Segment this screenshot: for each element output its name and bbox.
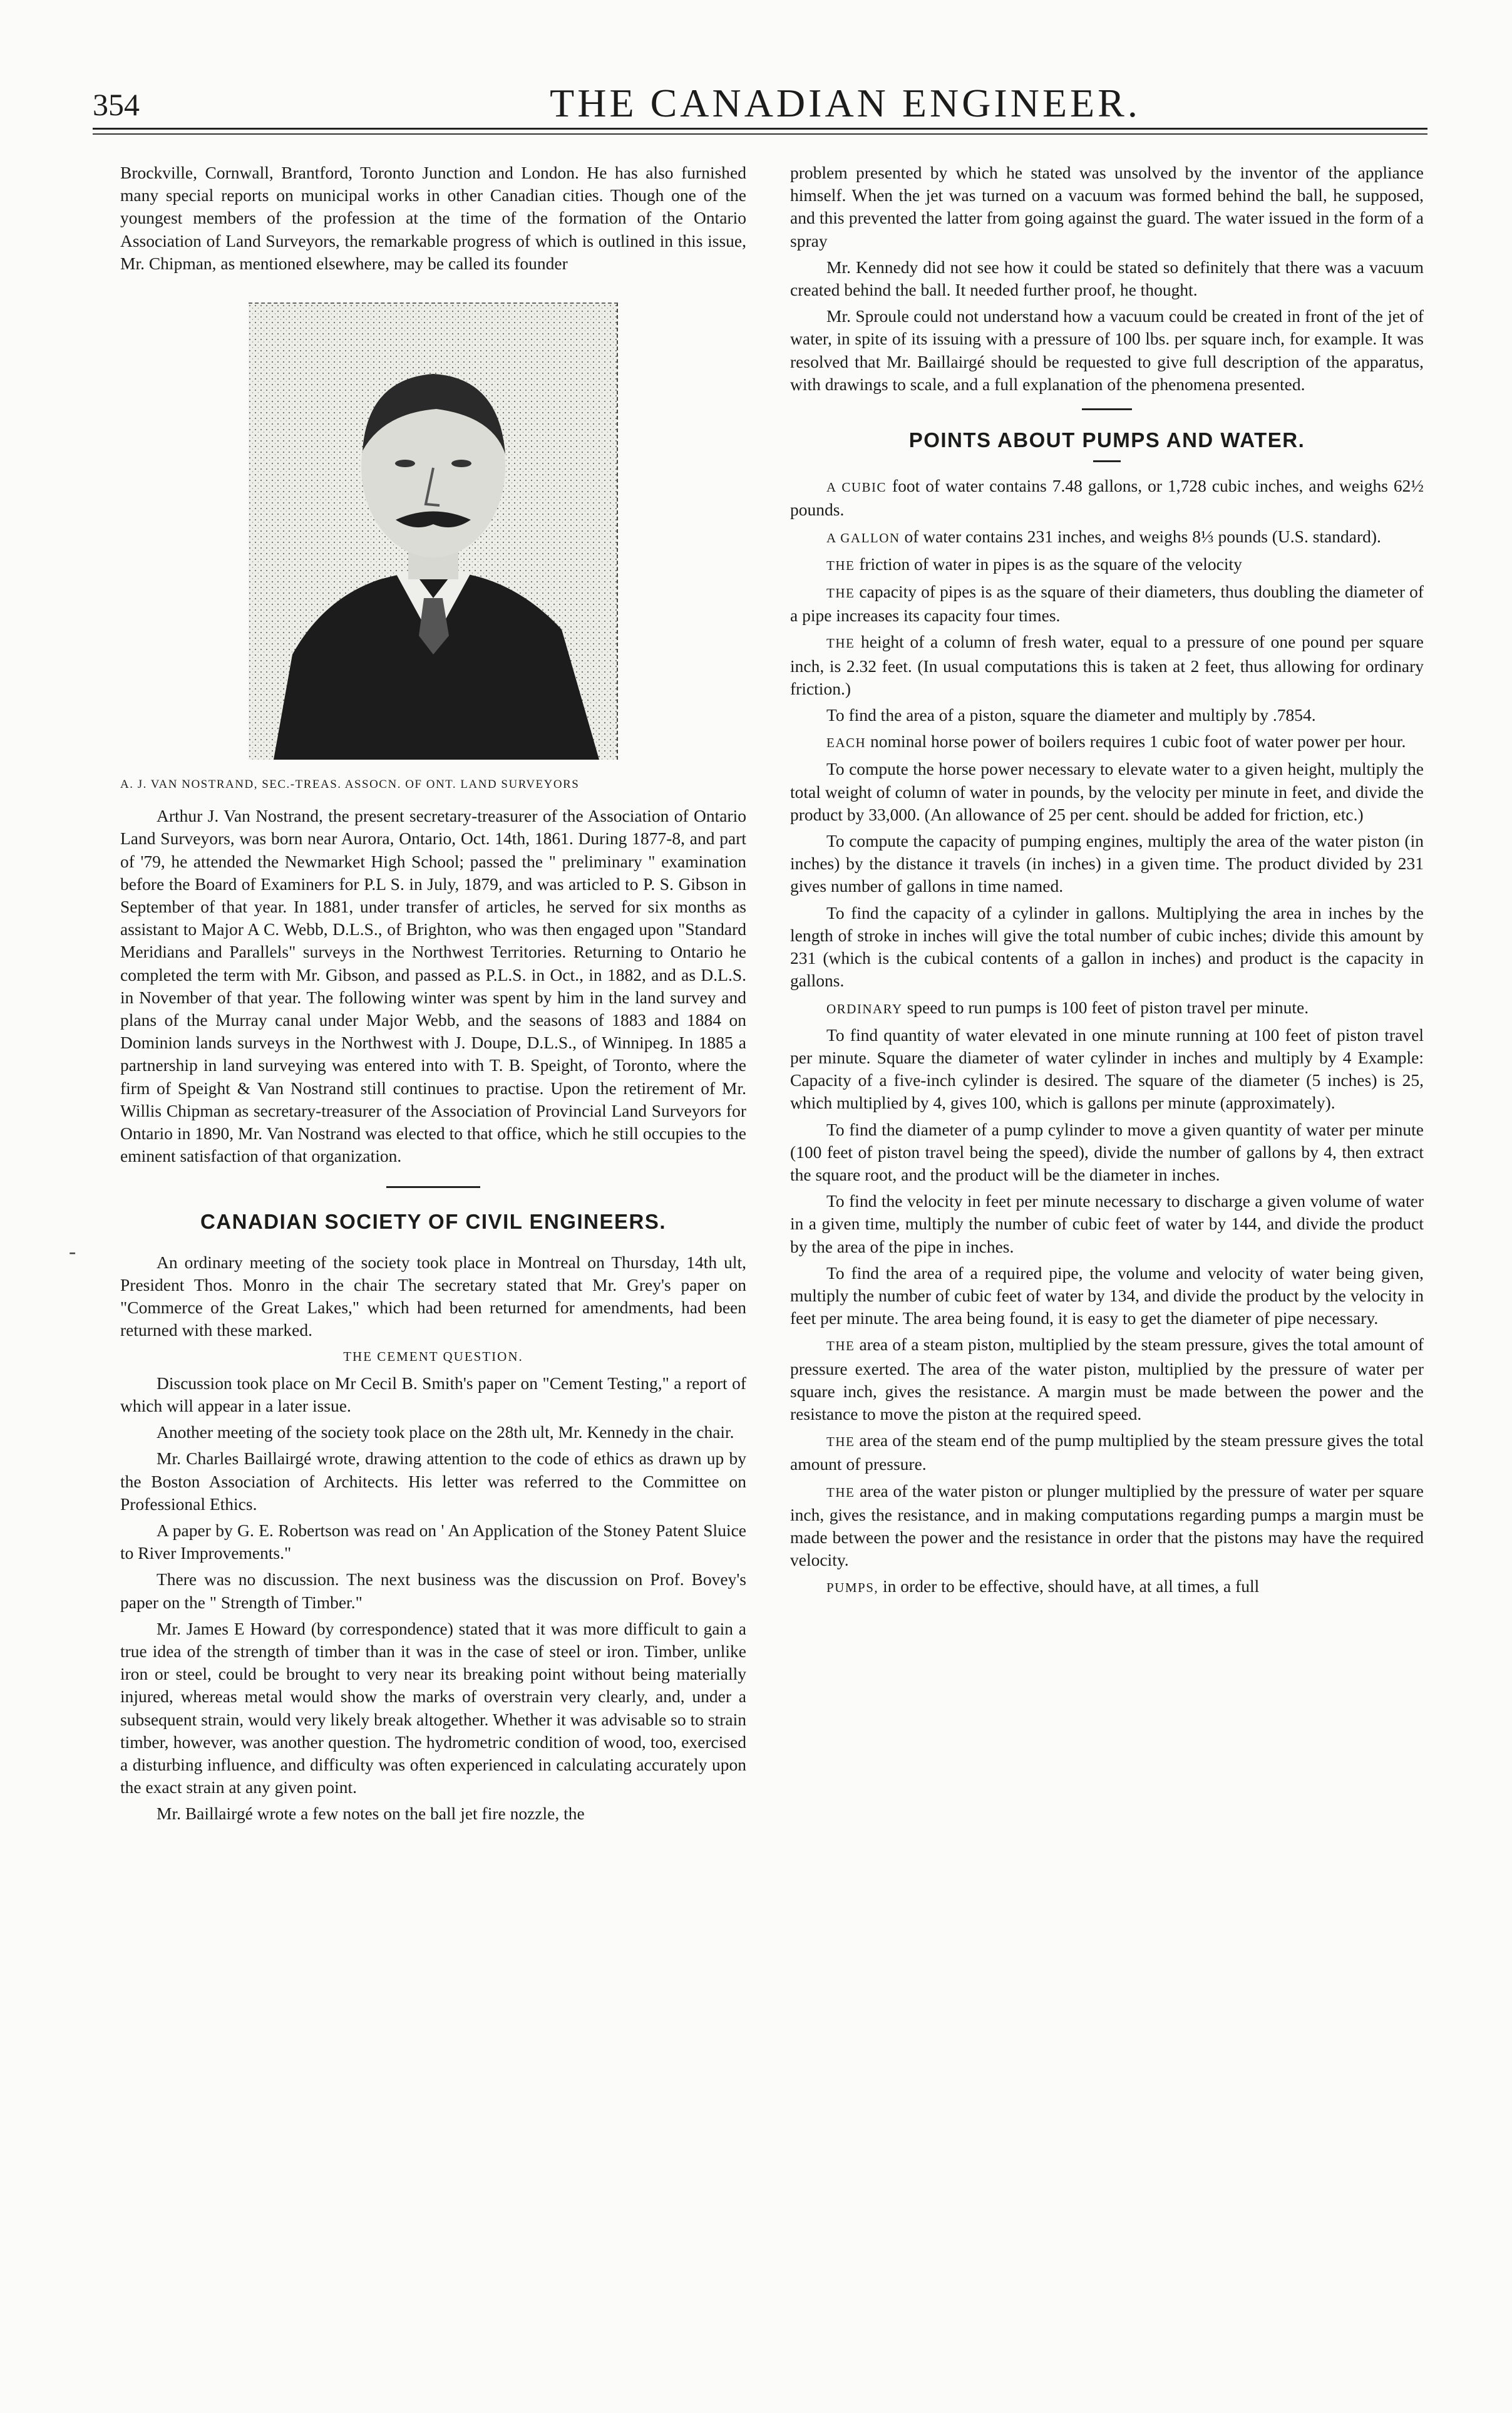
pump-rule-text: To find quantity of water elevated in one minute running at 100 feet of piston travel per minute. Square the diameter of water cylinder in inches and multiply by 4 Example: Capacity of a five-inch cylinder is desired. The square of the diameter (5 inches) is 25, which multiplied by 4, gives 100, which is gallons per minute (approximately). bbox=[790, 1025, 1424, 1113]
pump-rule-text: To find the area of a required pipe, the volume and velocity of water being given, multiply the number of cubic feet of water by 134, and divide the product by the velocity in feet per minute. The area being found, it is easy to get the diameter of pipe necessary. bbox=[790, 1263, 1424, 1328]
margin-mark: - bbox=[69, 1240, 76, 1263]
society-paragraph-5: A paper by G. E. Robertson was read on ' An Application of the Stoney Patent Sluice to River Improvements." bbox=[120, 1520, 746, 1563]
left-column bbox=[120, 162, 746, 1829]
pump-rule-text: capacity of pipes is as the square of their diameters, thus doubling the diameter of a pipe increases its capacity four times. bbox=[790, 582, 1424, 626]
society-heading: CANADIAN SOCIETY OF CIVIL ENGINEERS. bbox=[200, 1210, 667, 1234]
pump-rule-text: area of the water piston or plunger multiplied by the pressure of water per square inch, gives the resistance, and in making computations regarding pumps a margin must be made between the power and the resistance in order that the pistons may have the required velocity. bbox=[790, 1480, 1424, 1570]
pump-rule-paragraph bbox=[790, 1024, 1424, 1115]
pumps-list bbox=[790, 475, 1424, 1599]
section-divider bbox=[386, 1186, 480, 1188]
header-rule bbox=[93, 128, 1427, 130]
pump-rule-paragraph bbox=[790, 730, 1424, 754]
pump-rule-paragraph bbox=[790, 996, 1424, 1020]
pump-rule-paragraph bbox=[790, 631, 1424, 700]
pump-rule-lead: EACH bbox=[826, 735, 867, 751]
pump-rule-paragraph bbox=[790, 1262, 1424, 1330]
society-paragraph-1: An ordinary meeting of the society took place in Montreal on Thursday, 14th ult, President Thos. Monro in the chair The secretary stated that Mr. Grey's paper on "Commerce of the Great Lakes," which had been returned for amendments, had been returned with these marked. bbox=[120, 1252, 746, 1340]
continued-paragraph-1: problem presented by which he stated was unsolved by the inventor of the appliance himself. When the jet was turned on a vacuum was formed behind the ball, he supposed, and this prevented the latter from going against the guard. The water issued in the form of a spray bbox=[790, 163, 1424, 251]
pump-rule-lead: PUMPS, bbox=[826, 1580, 879, 1596]
intro-paragraph: Brockville, Cornwall, Brantford, Toronto Junction and London. He has also furnished many special reports on municipal works in other Canadian cities. Though one of the youngest members of the profession at the time of the formation of the Ontario Association of Land Surveyors, the remarkable progress of which is outlined in this issue, Mr. Chipman, as mentioned elsewhere, may be called its founder bbox=[120, 163, 746, 273]
pump-rule-text: To compute the capacity of pumping engines, multiply the area of the water piston (in inches) by the distance it travels (in inches) in a given time. The product divided by 231 gives number of gallons in time named. bbox=[790, 831, 1424, 896]
cement-question-heading: THE CEMENT QUESTION. bbox=[343, 1349, 523, 1365]
pump-rule-lead: THE bbox=[826, 636, 855, 651]
pump-rule-paragraph bbox=[790, 758, 1424, 826]
bio-paragraph: Arthur J. Van Nostrand, the present secretary-treasurer of the Association of Ontario Land Surveyors, was born near Aurora, Ontario, Oct. 14th, 1861. During 1877-8, and part of '79, he attended the Newmarket High School; passed the " preliminary " examination before the Board of Examiners for P.L S. in July, 1879, and was articled to P. S. Gibson in September of that year. In 1881, under transfer of articles, he served for six months as assistant to Major A C. Webb, D.L.S., of Brighton, who was then engaged upon "Standard Meridians and Parallels" surveys in the Northwest Territories. Returning to Ontario he completed the term with Mr. Gibson, and passed as P.L.S. in Oct., in 1882, and as D.L.S. in November of that year. The following winter was spent by him in the land survey and plans of the Murray canal under Major Webb, and the seasons of 1883 and 1884 on Dominion lands surveys in the Northwest with J. Doupe, D.L.S., of Winnipeg. In 1885 a partnership in land surveying was entered into with T. B. Speight, of Toronto, where the firm of Speight & Van Nostrand still continues to practise. Upon the retirement of Mr. Willis Chipman as secretary-treasurer of the Association of Provincial Land Surveyors for Ontario in 1890, Mr. Van Nostrand was elected to that office, which he still occupies to the eminent satisfaction of that organization. bbox=[120, 806, 746, 1166]
pump-rule-text: To find the area of a piston, square the diameter and multiply by .7854. bbox=[826, 705, 1316, 725]
society-paragraph-3: Another meeting of the society took place on the 28th ult, Mr. Kennedy in the chair. bbox=[157, 1422, 734, 1442]
continued-paragraph-3: Mr. Sproule could not understand how a vacuum could be created in front of the jet of water, in spite of its issuing with a pressure of 100 lbs. per square inch, for example. It was resolved that Mr. Baillairgé should be requested to give full description of the apparatus, with drawings to scale, and a full explanation of the phenomena presented. bbox=[790, 306, 1424, 394]
pump-rule-text: of water contains 231 inches, and weighs 8⅓ pounds (U.S. standard). bbox=[900, 526, 1381, 546]
pump-rule-paragraph bbox=[790, 553, 1424, 577]
pump-rule-paragraph bbox=[790, 581, 1424, 627]
pump-rule-lead: THE bbox=[826, 1484, 855, 1500]
portrait-illustration bbox=[249, 304, 617, 760]
pump-rule-text: nominal horse power of boilers requires 1 cubic foot of water power per hour. bbox=[866, 731, 1406, 752]
pump-rule-paragraph bbox=[790, 1333, 1424, 1425]
heading-underline bbox=[1093, 460, 1121, 462]
pump-rule-paragraph bbox=[790, 830, 1424, 898]
portrait-caption: A. J. VAN NOSTRAND, SEC.-TREAS. ASSOCN. OF ONT. LAND SURVEYORS bbox=[120, 778, 580, 792]
pump-rule-paragraph bbox=[790, 1480, 1424, 1572]
pump-rule-paragraph bbox=[790, 902, 1424, 993]
pump-rule-paragraph bbox=[790, 525, 1424, 549]
pump-rule-text: speed to run pumps is 100 feet of piston travel per minute. bbox=[902, 997, 1309, 1017]
section-divider bbox=[1082, 408, 1132, 410]
page-number: 354 bbox=[93, 87, 140, 122]
society-paragraph-6: There was no discussion. The next business was the discussion on Prof. Bovey's paper on the " Strength of Timber." bbox=[120, 1569, 746, 1612]
pump-rule-lead: A GALLON bbox=[826, 530, 900, 545]
pump-rule-text: foot of water contains 7.48 gallons, or 1,728 cubic inches, and weighs 62½ pounds. bbox=[790, 476, 1424, 520]
society-paragraph-4: Mr. Charles Baillairgé wrote, drawing attention to the code of ethics as drawn up by the Boston Association of Architects. His letter was referred to the Committee on Professional Ethics. bbox=[120, 1449, 746, 1514]
pump-rule-paragraph bbox=[790, 704, 1424, 726]
pump-rule-text: area of a steam piston, multiplied by the steam pressure, gives the total amount of pressure exerted. The area of the water piston, multiplied by the pressure of water per square inch, gives the resistance. A margin must be made between the power and the resistance to move the piston at the required speed. bbox=[790, 1335, 1424, 1424]
pump-rule-lead: ORDINARY bbox=[826, 1001, 903, 1016]
pump-rule-lead: THE bbox=[826, 1338, 855, 1354]
pump-rule-lead: THE bbox=[826, 557, 855, 573]
pump-rule-paragraph bbox=[790, 1190, 1424, 1258]
pump-rule-text: in order to be effective, should have, at all times, a full bbox=[878, 1576, 1260, 1596]
pump-rule-paragraph bbox=[790, 1429, 1424, 1475]
continued-paragraph-2: Mr. Kennedy did not see how it could be stated so definitely that there was a vacuum created behind the ball. It needed further proof, he thought. bbox=[790, 257, 1424, 300]
pump-rule-lead: A CUBIC bbox=[826, 480, 887, 495]
society-paragraph-2: Discussion took place on Mr Cecil B. Smith's paper on "Cement Testing," a report of which will appear in a later issue. bbox=[120, 1373, 746, 1415]
pump-rule-lead: THE bbox=[826, 586, 855, 601]
pump-rule-text: friction of water in pipes is as the square of the velocity bbox=[855, 554, 1242, 574]
pump-rule-text: To find the capacity of a cylinder in gallons. Multiplying the area in inches by the length of stroke in inches will give the total number of cubic inches; divide this amount by 231 (which is the cubical contents of a gallon in inches) and product is the capacity in gallons. bbox=[790, 902, 1424, 991]
masthead: THE CANADIAN ENGINEER. bbox=[550, 81, 1141, 125]
pump-rule-paragraph bbox=[790, 1575, 1424, 1599]
pump-rule-text: area of the steam end of the pump multiplied by the steam pressure gives the total amount of pressure. bbox=[790, 1430, 1424, 1474]
society-paragraph-7: Mr. James E Howard (by correspondence) stated that it was more difficult to gain a true idea of the strength of timber than it was in the case of steel or iron. Timber, unlike iron or steel, could be brought to very near its breaking point without being materially injured, whereas metal would show the marks of overstrain very clearly, and, under a subsequent strain, would very likely break altogether. Whether it was advisable so to strain timber, however, was another question. The hydrometric condition of wood, too, exercised a disturbing influence, and difficulty was often experienced in calculating accurately upon the exact strain at any given point. bbox=[120, 1618, 746, 1797]
pump-rule-text: height of a column of fresh water, equal to a pressure of one pound per square inch, is 2.32 feet. (In usual computations this is taken at 2 feet, thus allowing for ordinary friction.) bbox=[790, 632, 1424, 698]
right-column bbox=[790, 162, 1424, 1603]
pump-rule-lead: THE bbox=[826, 1434, 855, 1450]
pumps-heading: POINTS ABOUT PUMPS AND WATER. bbox=[908, 428, 1305, 452]
portrait-photo bbox=[249, 302, 618, 760]
pump-rule-text: To find the diameter of a pump cylinder to move a given quantity of water per minute (100 feet of piston travel being the speed), divide the number of gallons by 4, then extract the square root, and the product will be the diameter in inches. bbox=[790, 1119, 1424, 1184]
pump-rule-text: To compute the horse power necessary to elevate water to a given height, multiply the total weight of column of water in pounds, by the velocity per minute in feet, and divide the product by 33,000. (An allowance of 25 per cent. should be added for friction, etc.) bbox=[790, 759, 1424, 824]
pump-rule-paragraph bbox=[790, 475, 1424, 521]
header-rule-thin bbox=[93, 133, 1427, 135]
pump-rule-paragraph bbox=[790, 1119, 1424, 1187]
pump-rule-text: To find the velocity in feet per minute necessary to discharge a given volume of water in a given time, multiply the number of cubic feet of water by 144, and divide the product by the area of the pipe in inches. bbox=[790, 1191, 1424, 1256]
society-paragraph-8: Mr. Baillairgé wrote a few notes on the ball jet fire nozzle, the bbox=[157, 1804, 585, 1824]
